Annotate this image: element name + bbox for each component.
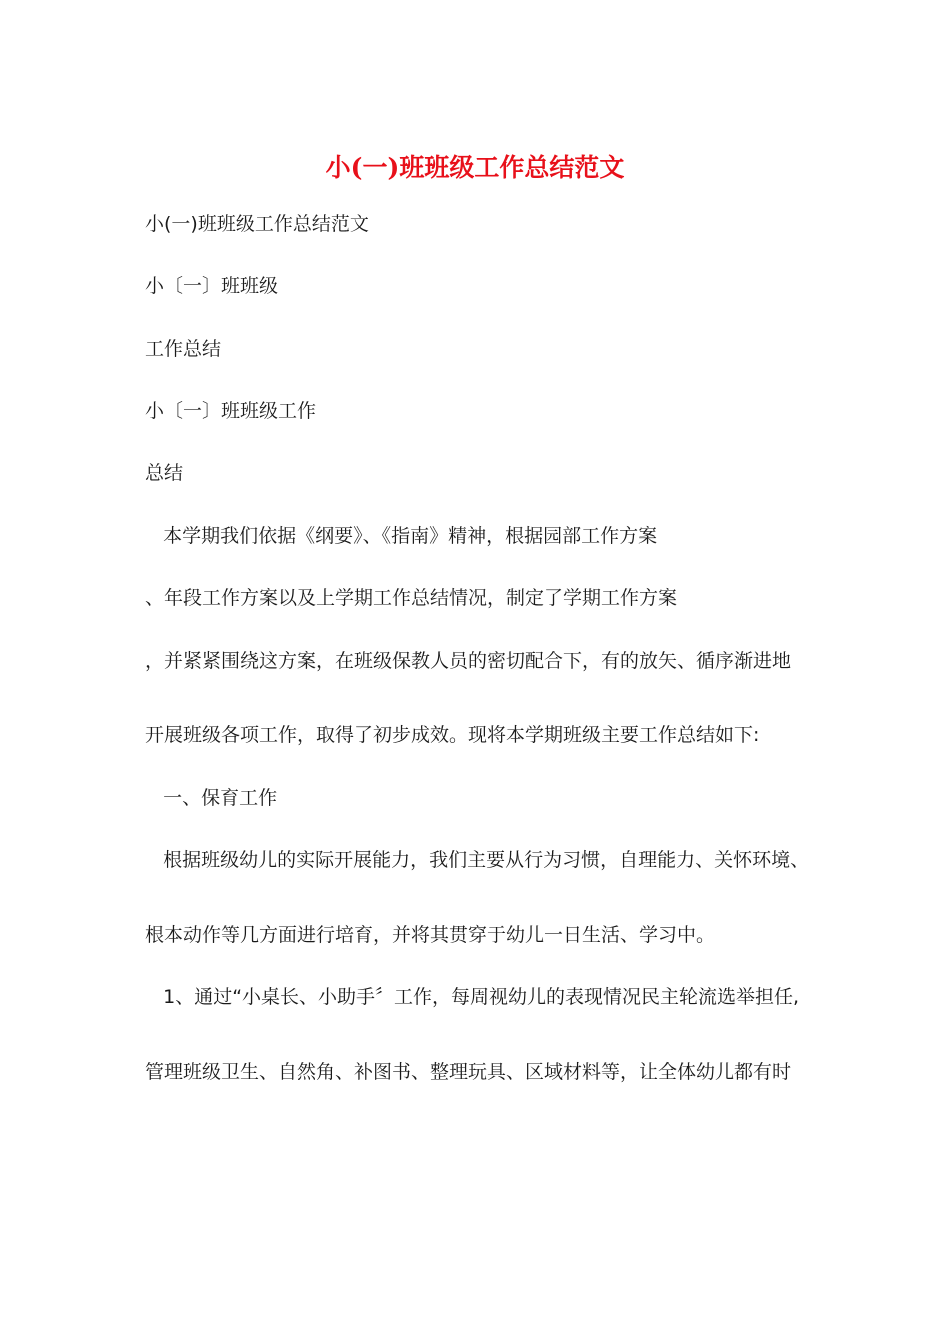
paragraph-intro-line-4: 开展班级各项工作，取得了初步成效。现将本学期班级主要工作总结如下:: [145, 724, 760, 746]
list-item-1-line-2: 管理班级卫生、自然角、补图书、整理玩具、区域材料等，让全体幼儿都有时: [145, 1061, 792, 1083]
paragraph-intro-line-2: 、年段工作方案以及上学期工作总结情况，制定了学期工作方案: [145, 587, 678, 609]
text-line-class-heading: 小〔一〕班班级: [145, 275, 279, 297]
text-line-class-work: 小〔一〕班班级工作: [145, 400, 317, 422]
text-line-work-summary: 工作总结: [145, 338, 222, 360]
document-title: 小(一)班班级工作总结范文: [325, 153, 625, 182]
section-heading-care-work: 一、保育工作: [145, 787, 278, 809]
paragraph-care-line-2: 根本动作等几方面进行培育，并将其贯穿于幼儿一日生活、学习中。: [145, 924, 716, 946]
paragraph-intro-line-3: ，并紧紧围绕这方案，在班级保教人员的密切配合下，有的放矢、循序渐进地: [145, 650, 792, 672]
text-line-subtitle: 小(一)班班级工作总结范文: [145, 213, 369, 235]
paragraph-intro-line-1: 本学期我们依据《纲要》、《指南》精神，根据园部工作方案: [145, 525, 658, 547]
text-line-summary: 总结: [145, 462, 184, 484]
list-item-1-line-1: 1、通过“小桌长、小助手〞工作，每周视幼儿的表现情况民主轮流选举担任,: [145, 986, 800, 1008]
paragraph-care-line-1: 根据班级幼儿的实际开展能力，我们主要从行为习惯，自理能力、关怀环境、: [145, 849, 810, 871]
